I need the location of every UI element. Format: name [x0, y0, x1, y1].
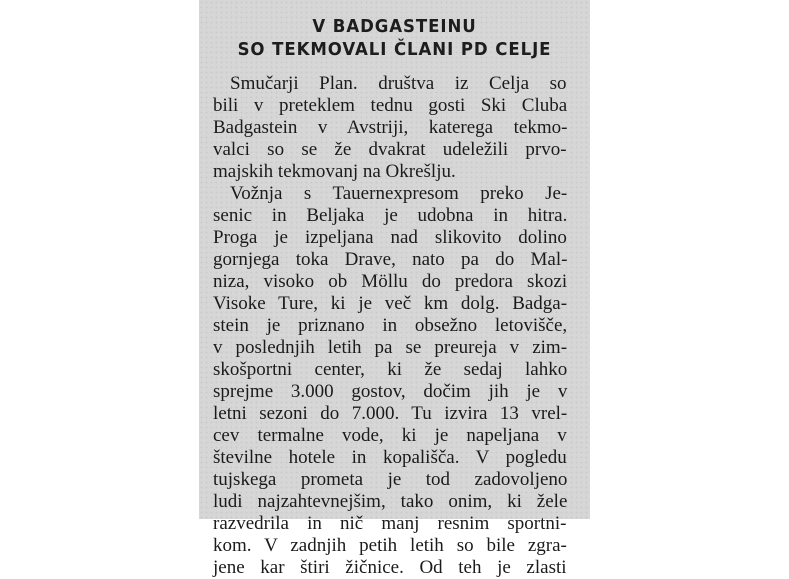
- article-line: gornjega toka Drave, nato pa do Mal-: [213, 249, 568, 270]
- article-line: niza, visoko ob Möllu do predora skozi: [213, 271, 568, 292]
- article-line: stein je priznano in obsežno letovišče,: [213, 315, 568, 336]
- article-line: kom. V zadnjih petih letih so bile zgra-: [213, 535, 567, 556]
- headline-line-1: V BADGASTEINU: [312, 16, 477, 37]
- article-line: bili v preteklem tednu gosti Ski Cluba: [213, 95, 568, 116]
- article-line: cev termalne vode, ki je napeljana v: [213, 425, 567, 446]
- article-line: Visoke Ture, ki je več km dolg. Badga-: [213, 293, 568, 314]
- article-line: razvedrila in nič manj resnim sportni-: [213, 513, 567, 534]
- article-line: Vožnja s Tauernexpresom preko Je-: [230, 183, 568, 204]
- article-line: letni sezoni do 7.000. Tu izvira 13 vrel-: [213, 403, 568, 424]
- article-line: tujskega prometa je tod zadovoljeno: [213, 469, 568, 490]
- article-line: ludi najzahtevnejšim, tako onim, ki žele: [213, 491, 568, 512]
- article-line: majskih tekmovanj na Okrešlju.: [213, 161, 456, 182]
- article-line: v poslednjih letih pa se preureja v zim-: [213, 337, 568, 358]
- article-line: skošportni center, ki že sedaj lahko: [213, 359, 568, 380]
- article-line: Proga je izpeljana nad slikovito dolino: [213, 227, 567, 248]
- headline-line-2: SO TEKMOVALI ČLANI PD CELJE: [237, 39, 552, 60]
- article-line: valci so se že dvakrat udeležili prvo-: [213, 139, 567, 160]
- article-line: sprejme 3.000 gostov, dočim jih je v: [213, 381, 568, 402]
- article-line: senic in Beljaka je udobna in hitra.: [213, 205, 568, 226]
- article-line: jene kar štiri žičnice. Od teh je zlasti: [213, 557, 567, 578]
- article-line: številne hotele in kopališča. V pogledu: [213, 447, 567, 468]
- article-line: Smučarji Plan. društva iz Celja so: [230, 73, 567, 94]
- newspaper-clipping: [199, 0, 590, 578]
- article-line: Badgastein v Avstriji, katerega tekmo-: [213, 117, 568, 138]
